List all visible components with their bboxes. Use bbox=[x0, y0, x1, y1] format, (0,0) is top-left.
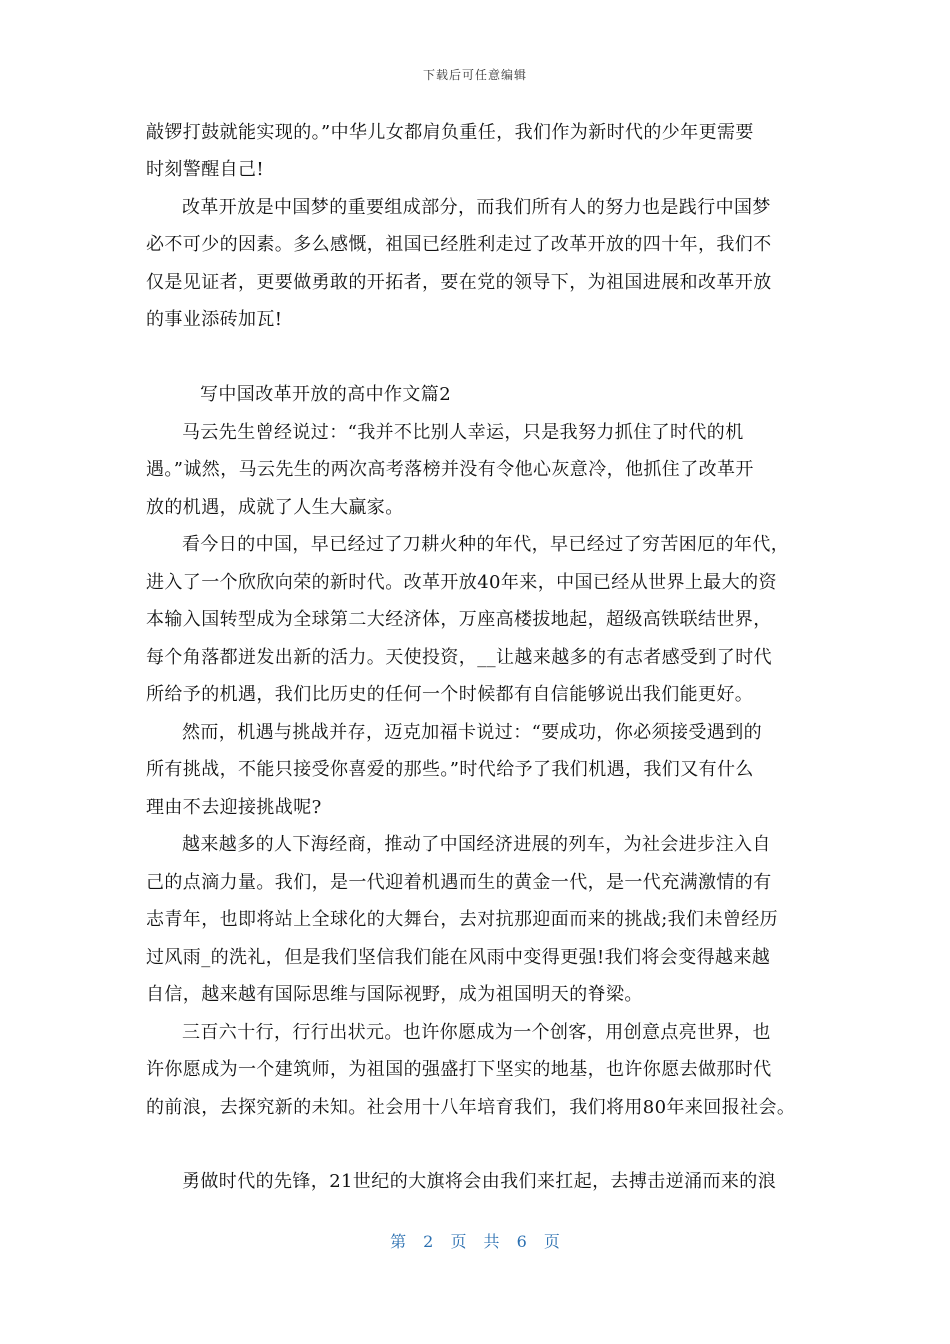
text-line-2: 时刻警醒自己! bbox=[146, 159, 265, 180]
text-line-19: 越来越多的人下海经商，推动了中国经济进展的列车，为社会进步注入自 bbox=[182, 834, 771, 855]
page-header: 下载后可任意编辑 bbox=[422, 68, 527, 82]
text-line-27: 勇做时代的先锋，21世纪的大旗将会由我们来扛起，去搏击逆涌而来的浪 bbox=[182, 1171, 777, 1192]
text-line-15: 所给予的机遇，我们比历史的任何一个时候都有自信能够说出我们能更好。 bbox=[146, 684, 754, 705]
text-line-14: 每个角落都迸发出新的活力。天使投资，__让越来越多的有志者感受到了时代 bbox=[146, 647, 772, 668]
text-line-25: 许你愿成为一个建筑师，为祖国的强盛打下坚实的地基，也许你愿去做那时代 bbox=[146, 1059, 772, 1080]
text-line-4: 必不可少的因素。多么感慨，祖国已经胜利走过了改革开放的四十年，我们不 bbox=[146, 234, 772, 255]
text-line-5: 仅是见证者，更要做勇敢的开拓者，要在党的领导下，为祖国进展和改革开放 bbox=[146, 272, 772, 293]
text-line-18: 理由不去迎接挑战呢? bbox=[146, 797, 322, 818]
text-line-17: 所有挑战，不能只接受你喜爱的那些。”时代给予了我们机遇，我们又有什么 bbox=[146, 759, 754, 780]
text-line-26: 的前浪，去探究新的未知。社会用十八年培育我们，我们将用80年来回报社会。 bbox=[146, 1097, 796, 1118]
section-title: 写中国改革开放的高中作文篇2 bbox=[200, 384, 452, 405]
text-line-12: 进入了一个欣欣向荣的新时代。改革开放40年来，中国已经从世界上最大的资 bbox=[146, 572, 777, 593]
text-line-23: 自信，越来越有国际思维与国际视野，成为祖国明天的脊梁。 bbox=[146, 984, 643, 1005]
text-line-10: 放的机遇，成就了人生大赢家。 bbox=[146, 497, 404, 518]
text-line-8: 马云先生曾经说过：“我并不比别人幸运，只是我努力抓住了时代的机 bbox=[182, 422, 744, 443]
text-line-21: 志青年，也即将站上全球化的大舞台，去对抗那迎面而来的挑战;我们未曾经历 bbox=[146, 909, 779, 930]
text-line-3: 改革开放是中国梦的重要组成部分，而我们所有人的努力也是践行中国梦 bbox=[182, 197, 771, 218]
text-line-11: 看今日的中国，早已经过了刀耕火种的年代，早已经过了穷苦困厄的年代， bbox=[182, 534, 790, 555]
text-line-13: 本输入国转型成为全球第二大经济体，万座高楼拔地起，超级高铁联结世界， bbox=[146, 609, 772, 630]
text-line-9: 遇。”诚然，马云先生的两次高考落榜并没有令他心灰意冷，他抓住了改革开 bbox=[146, 459, 754, 480]
text-line-20: 己的点滴力量。我们，是一代迎着机遇而生的黄金一代，是一代充满激情的有 bbox=[146, 872, 772, 893]
text-line-1: 敲锣打鼓就能实现的。”中华儿女都肩负重任，我们作为新时代的少年更需要 bbox=[146, 122, 754, 143]
text-line-22: 过风雨_的洗礼，但是我们坚信我们能在风雨中变得更强!我们将会变得越来越 bbox=[146, 947, 771, 968]
text-line-6: 的事业添砖加瓦! bbox=[146, 309, 283, 330]
text-line-16: 然而，机遇与挑战并存，迈克加福卡说过：“要成功，你必须接受遇到的 bbox=[182, 722, 762, 743]
text-line-24: 三百六十行，行行出状元。也许你愿成为一个创客，用创意点亮世界，也 bbox=[182, 1022, 771, 1043]
page-footer: 第 2 页 共 6 页 bbox=[390, 1232, 560, 1251]
